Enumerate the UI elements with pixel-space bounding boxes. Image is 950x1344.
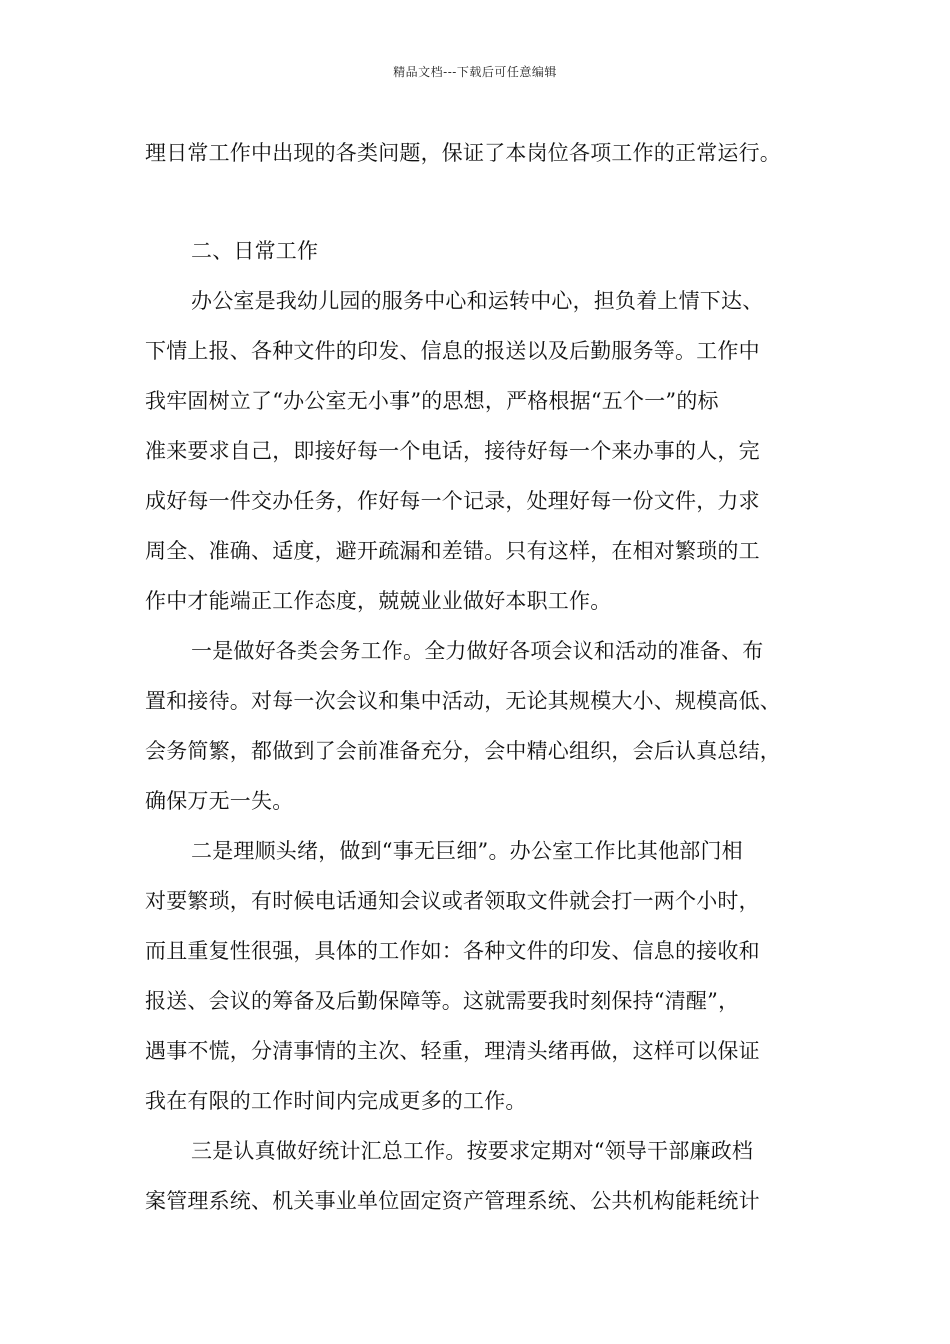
text-line: 报送、会议的筹备及后勤保障等。这就需要我时刻保持“清醒”， xyxy=(145,989,740,1013)
page-header: 精品文档---下载后可任意编辑 xyxy=(393,65,557,79)
text-line: 三是认真做好统计汇总工作。按要求定期对“领导干部廉政档 xyxy=(191,1139,754,1163)
text-line: 我在有限的工作时间内完成更多的工作。 xyxy=(145,1089,527,1113)
text-line: 准来要求自己，即接好每一个电话，接待好每一个来办事的人，完 xyxy=(145,439,760,463)
text-line: 会务简繁，都做到了会前准备充分，会中精心组织，会后认真总结， xyxy=(145,739,781,763)
text-line: 二是理顺头绪，做到“事无巨细”。办公室工作比其他部门相 xyxy=(191,839,743,863)
section-heading: 二、日常工作 xyxy=(191,239,319,263)
text-line: 理日常工作中出现的各类问题，保证了本岗位各项工作的正常运行。 xyxy=(145,141,781,165)
text-line: 周全、准确、适度，避开疏漏和差错。只有这样，在相对繁琐的工 xyxy=(145,539,760,563)
text-line: 确保万无一失。 xyxy=(145,789,294,813)
text-line: 案管理系统、机关事业单位固定资产管理系统、公共机构能耗统计 xyxy=(145,1189,760,1213)
text-line: 办公室是我幼儿园的服务中心和运转中心，担负着上情下达、 xyxy=(191,289,764,313)
text-line: 一是做好各类会务工作。全力做好各项会议和活动的准备、布 xyxy=(191,639,764,663)
text-line: 遇事不慌，分清事情的主次、轻重，理清头绪再做，这样可以保证 xyxy=(145,1039,760,1063)
text-line: 对要繁琐，有时候电话通知会议或者领取文件就会打一两个小时， xyxy=(145,889,760,913)
text-line: 我牢固树立了“办公室无小事”的思想，严格根据“五个一”的标 xyxy=(145,389,719,413)
text-line: 作中才能端正工作态度，兢兢业业做好本职工作。 xyxy=(145,589,612,613)
text-line: 而且重复性很强，具体的工作如：各种文件的印发、信息的接收和 xyxy=(145,939,760,963)
text-line: 成好每一件交办任务，作好每一个记录，处理好每一份文件，力求 xyxy=(145,489,760,513)
text-line: 置和接待。对每一次会议和集中活动，无论其规模大小、规模高低、 xyxy=(145,689,781,713)
text-line: 下情上报、各种文件的印发、信息的报送以及后勤服务等。工作中 xyxy=(145,339,760,363)
